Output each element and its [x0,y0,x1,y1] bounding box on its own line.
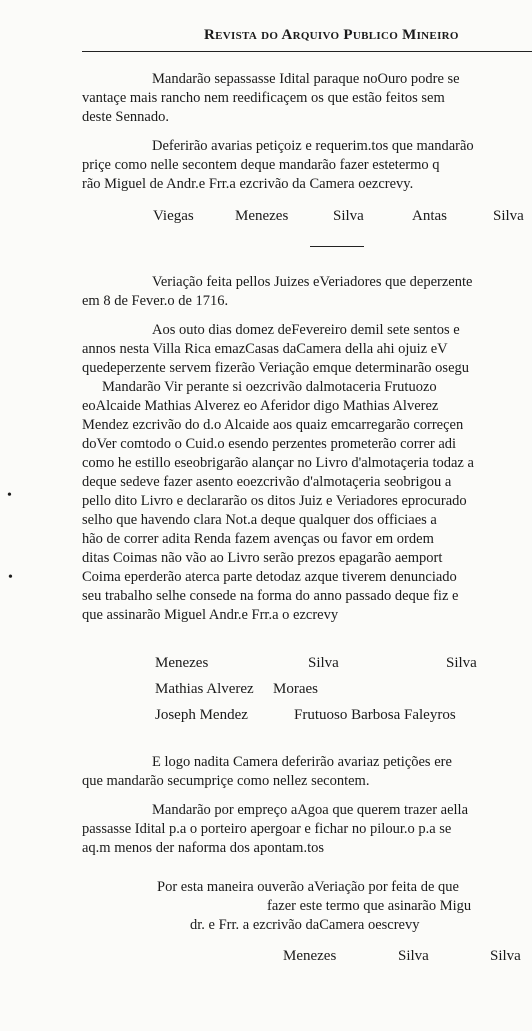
text-line: pello dito Livro e declararão os ditos Juiz e Veriadores eprocurado [82,493,467,509]
signature-name: Silva [490,948,521,964]
signature-name: Viegas [153,208,194,224]
text-line: Aos outo dias domez deFevereiro demil sete sentos e [152,322,460,338]
text-line: Mandarão por empreço aAgoa que querem trazer aella [152,802,469,818]
text-line: deque sedeve fazer asento eoezcrivão d'almotaçeria seobrigou a [82,474,452,490]
text-line: Veriação feita pellos Juizes eVeriadores que deperzente [152,274,473,290]
text-line: em 8 de Fever.o de 1716. [82,293,229,309]
text-line: Coima eperderão aterca parte detodaz azque tiverem denunciado [82,569,457,585]
text-line: ditas Coimas não vão ao Livro serão prezos epagarão aemport [82,550,443,566]
signature-name: Antas [412,208,447,224]
text-line: eoAlcaide Mathias Alverez eo Aferidor digo Mathias Alverez [82,398,439,414]
signature-name: Menezes [235,208,289,224]
signature-name: Joseph Mendez [155,707,248,723]
text-line: passasse Idital p.a o porteiro apergoar e fichar no pilour.o p.a se [82,821,452,837]
signature-name: Moraes [273,681,318,697]
signature-name: Silva [493,208,524,224]
text-line: annos nesta Villa Rica emazCasas daCamera della ahi ojuiz eV [82,341,448,357]
section-separator [310,246,364,247]
text-line: Mendez ezcrivão do d.o Alcaide aos quaiz emcarregarão correçen [82,417,464,433]
signature-name: Mathias Alverez [155,681,254,697]
header-rule [82,51,532,52]
text-line: hão de correr adita Renda fazem avenças ou favor em ordem [82,531,434,547]
text-line: Por esta maneira ouverão aVeriação por feita de que [157,879,459,895]
text-line: Deferirão avarias petiçoiz e requerim.tos que mandarão [152,138,474,154]
page-header: Revista do Arquivo Publico Mineiro [204,27,459,43]
text-line: dr. e Frr. a ezcrivão daCamera oescrevy [190,917,420,933]
text-line: deste Sennado. [82,109,169,125]
text-line: vantaçe mais rancho nem reedificaçem os que estão feitos sem [82,90,445,106]
signature-name: Silva [333,208,364,224]
text-line: fazer este termo que asinarão Migu [267,898,472,914]
signature-name: Silva [308,655,339,671]
text-line: priçe como nelle secontem deque mandarão fazer estetermo q [82,157,440,173]
text-line: Mandarão Vir perante si oezcrivão dalmotaceria Frutuozo [102,379,437,395]
text-line: quedeperzente servem fizerão Veriação emque determinarão osegu [82,360,470,376]
text-line: seu trabalho selhe consede na forma do anno passado deque fiz e [82,588,459,604]
text-line: E logo nadita Camera deferirão avariaz petições ere [152,754,452,770]
signature-name: Silva [446,655,477,671]
text-line: que mandarão secumpriçe como nellez secontem. [82,773,370,789]
signature-name: Menezes [155,655,209,671]
text-line: aq.m menos der naforma dos apontam.tos [82,840,325,856]
margin-mark: • [7,488,12,503]
text-line: rão Miguel de Andr.e Frr.a ezcrivão da Camera oezcrevy. [82,176,414,192]
margin-mark: • [8,570,13,585]
signature-name: Silva [398,948,429,964]
text-line: como he estillo eseobrigarão alançar no Livro d'almotaçeria todaz a [82,455,474,471]
text-line: que assinarão Miguel Andr.e Frr.a o ezcrevy [82,607,339,623]
text-line: Mandarão sepassasse Idital paraque noOuro podre se [152,71,460,87]
signature-name: Frutuoso Barbosa Faleyros [294,707,456,723]
text-line: selho que havendo clara Not.a deque qualquer dos officiaes a [82,512,437,528]
signature-name: Menezes [283,948,337,964]
text-line: doVer comtodo o Cuid.o esendo perzentes prometerão correr adi [82,436,457,452]
